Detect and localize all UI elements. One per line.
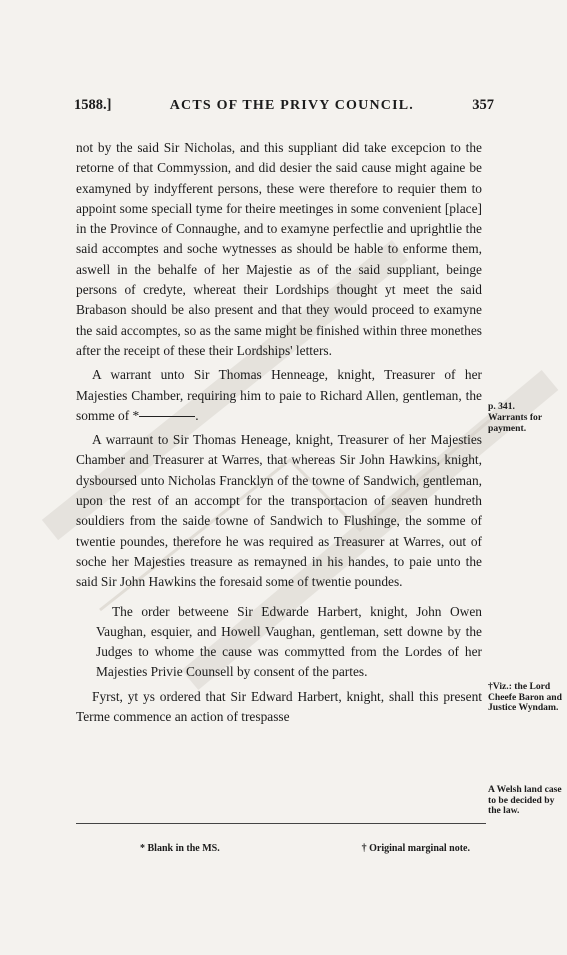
running-header bbox=[74, 97, 494, 114]
margin-note-viz: †Viz.: the Lord Cheefe Baron and Justice Wyndam. bbox=[488, 681, 562, 714]
paragraph-warrant-hawkins: A warraunt to Sir Thomas Heneage, knight, Treasurer of her Majesties Chamber and Treasurer at Warres, that whereas Sir John Hawkins, knight, dysboursed unto Nicholas Francklyn of the towne of Sandwich, gentleman, upon the rest of an accompt for the transportacion of seaven hundreth souldiers from the saide towne of Sandwich to Flushinge, the somme of twentie poundes, therefore he was required as Treasurer at Warres, out of soche her Majesties treasure as remayned in his handes, to paie unto the said Sir John Hawkins the foresaid some of twentie poundes. bbox=[76, 432, 482, 590]
blank-line bbox=[139, 416, 195, 417]
header-year: 1588.] bbox=[74, 97, 112, 113]
paragraph-order-first: Fyrst, yt ys ordered that Sir Edward Harbert, knight, shall this present Terme commence an action of trespasse bbox=[76, 688, 482, 725]
paragraph-continuation: not by the said Sir Nicholas, and this suppliant did take excepcion to the retorne of that Commyssion, and did desier the said cause might againe be examyned by indyfferent persons, these were therefore to requier them to appoint some speciall tyme for theire meetinges in some convenient [place] in the Province of Connaughe, and to examyne perfectlie and uprightlie the said accomptes and soche wytnesses as should be hable to enforme them, aswell in the behalfe of her Majestie as of the said suppliant, beinge persons of credyte, whereat their Lordships thought yt meet the said Brabason should be also present and that they would proceed to examyne the said accomptes, so as the same might be finished within three monethes after the receipt of these their Lordships' letters. bbox=[76, 140, 482, 358]
paragraph-order-heading: The order betweene Sir Edwarde Harbert, knight, John Owen Vaughan, esquier, and Howell Vaughan, gentleman, sett downe by the Judges to whome the cause was commytted from the Lordes of her Majesties Privie Counsell by consent of the partes. bbox=[96, 603, 482, 680]
margin-note-welsh: A Welsh land case to be decided by the law. bbox=[488, 784, 562, 817]
body-text bbox=[76, 138, 482, 727]
footnote-rule bbox=[76, 823, 486, 824]
page-number: 357 bbox=[472, 97, 494, 113]
header-title: ACTS OF THE PRIVY COUNCIL. bbox=[169, 98, 414, 113]
footnotes bbox=[140, 843, 470, 854]
margin-note-page-ref: p. 341. bbox=[488, 401, 515, 412]
paragraph-warrant-allen: A warrant unto Sir Thomas Henneage, knight, Treasurer of her Majesties Chamber, requiring him to paie to Richard Allen, gentleman, the somme of * . bbox=[76, 367, 482, 423]
paragraph-warrant-allen-text: A warrant unto Sir Thomas Henneage, knight, Treasurer of her Majesties Chamber, requiring him to paie to Richard Allen, gentleman, the somme of * bbox=[76, 367, 482, 423]
margin-note-warrants: Warrants for payment. bbox=[488, 412, 542, 434]
footnote-original: † Original marginal note. bbox=[361, 843, 470, 854]
footnote-blank: * Blank in the MS. bbox=[140, 843, 220, 854]
